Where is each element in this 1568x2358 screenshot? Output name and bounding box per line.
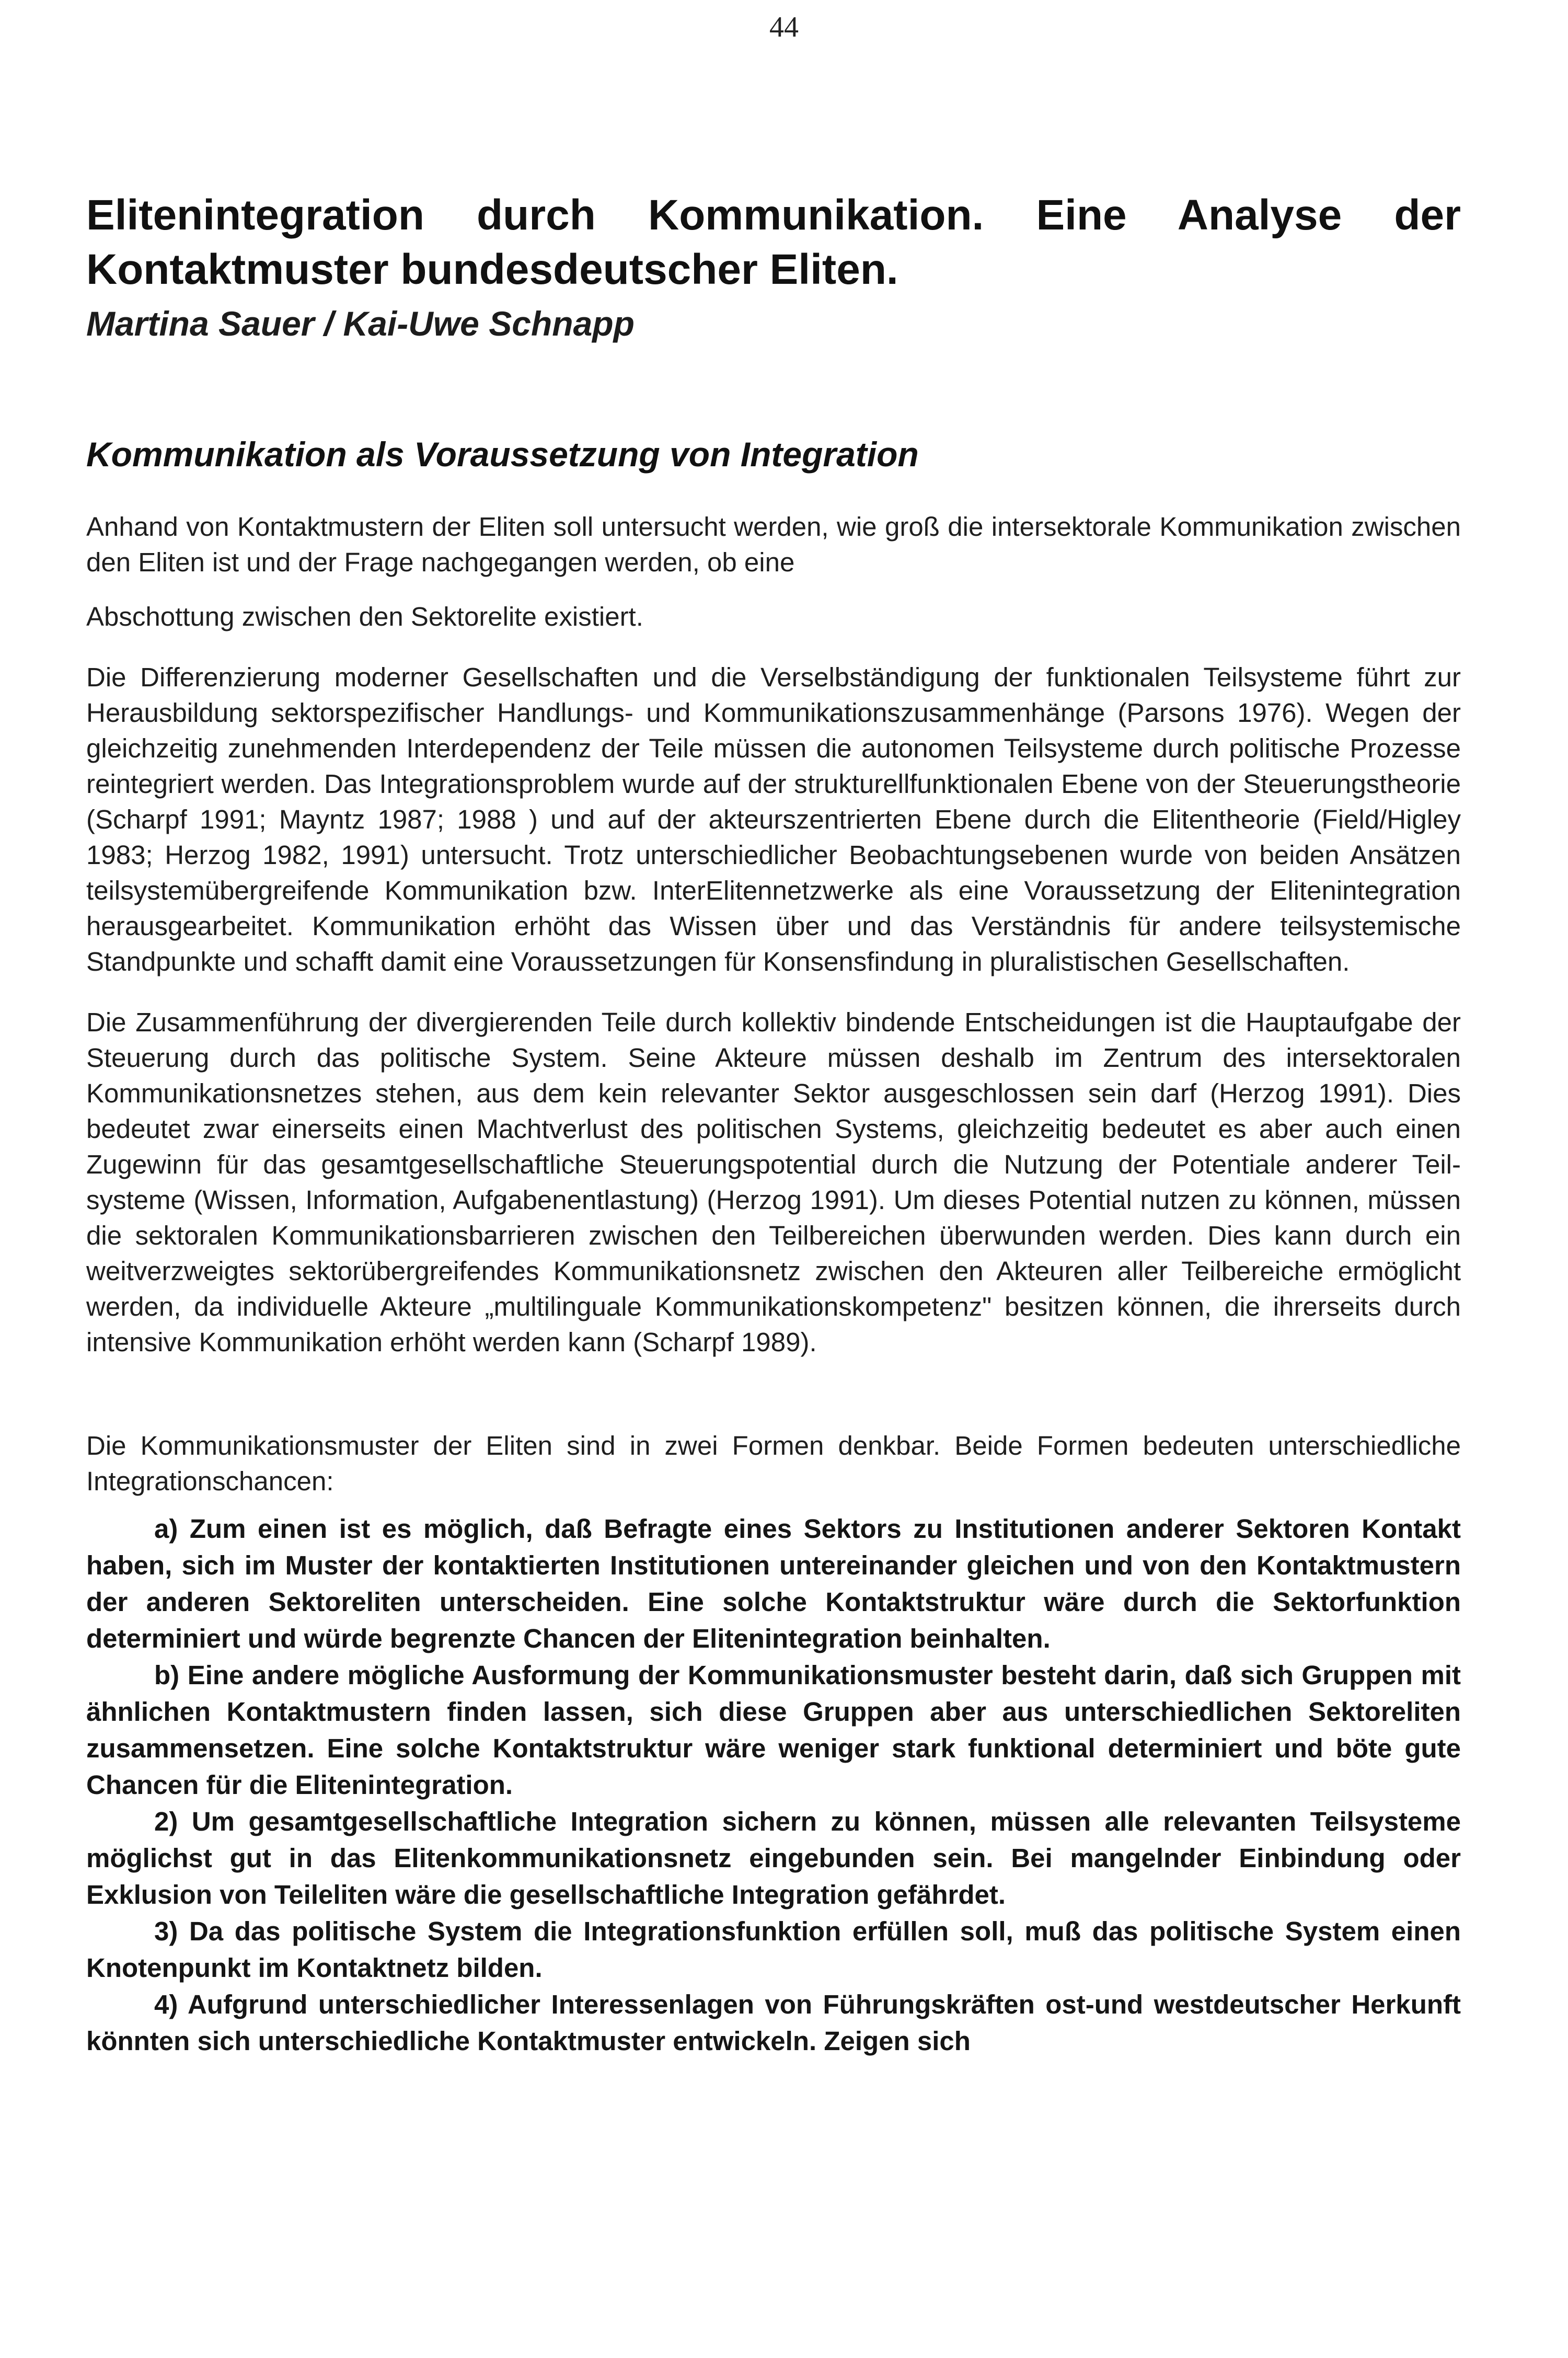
hypothesis-b [86, 1657, 1461, 1803]
paragraph-differenzierung: Die Differenzierung moderner Gesellschaften und die Verselbständigung der funktionalen Teilsysteme führt zur Herausbildung sektorspezifischer Handlungs- und Kommunikationszusammenhänge (Parsons 1976). Wegen der gleichzeitig zunehmenden Interdependenz der Teile müssen die autonomen Teilsysteme durch politische Prozesse reintegriert werden. Das Integrationsproblem wurde auf der strukturellfunktionalen Ebene von der Steuerungstheorie (Scharpf 1991; Mayntz 1987; 1988 ) und auf der akteurszentrierten Ebene durch die Elitentheorie (Field/Higley 1983; Herzog 1982, 1991) untersucht. Trotz unterschiedlicher Beobachtungsebenen wurde von beiden Ansätzen teilsystemübergreifende Kommunikation bzw. InterElitennetzwerke als eine Voraussetzung der Elitenintegration herausgearbeitet. Kommunikation erhöht das Wissen über und das Verständnis für andere teilsystemische Standpunkte und schafft damit eine Voraussetzungen für Konsensfindung in pluralistischen Gesellschaften. [86, 662, 1461, 976]
hypothesis-3-text: 3) Da das politische System die Integrationsfunktion erfüllen soll, muß das politische System einen Knotenpunkt im Kontaktnetz bilden. [86, 1916, 1461, 1983]
hypothesis-2 [86, 1803, 1461, 1913]
document-title: Elitenintegration durch Kommunikation. Eine Analyse der Kontaktmuster bundesdeutscher Eliten. [86, 191, 1461, 293]
hypothesis-2-text: 2) Um gesamtgesellschaftliche Integration sichern zu können, müssen alle relevanten Teilsysteme möglichst gut in das Elitenkommunikationsnetz eingebunden sein. Bei mangelnder Einbindung oder Exklusion von Teileliten wäre die gesellschaftliche Integration gefährdet. [86, 1807, 1461, 1910]
paragraph-zusammenfuehrung: Die Zusammenführung der divergierenden Teile durch kollektiv bindende Entscheidungen ist die Hauptaufgabe der Steuerung durch das politische System. Seine Akteure müssen deshalb im Zentrum des intersektoralen Kommunikationsnetzes stehen, aus dem kein relevanter Sektor ausgeschlossen sein darf (Herzog 1991). Dies bedeutet zwar einerseits einen Machtverlust des politischen Systems, gleichzeitig bedeutet es aber auch einen Zugewinn für das gesamtgesellschaftliche Steuerungspotential durch die Nutzung der Potentiale anderer Teil-systeme (Wissen, Information, Aufgabenentlastung) (Herzog 1991). Um dieses Potential nutzen zu können, müssen die sektoralen Kommunikationsbarrieren zwischen den Teilbereichen überwunden werden. Dies kann durch ein weitverzweigtes sektorübergreifendes Kommunikationsnetz zwischen den Akteuren aller Teilbereiche ermöglicht werden, da individuelle Akteure „multilinguale Kommunikationskompetenz" besitzen können, die ihrerseits durch intensive Kommunikation erhöht werden kann (Scharpf 1989). [86, 1007, 1461, 1357]
hypothesis-3 [86, 1913, 1461, 1986]
hypothesis-4-text: 4) Aufgrund unterschiedlicher Interessenlagen von Führungskräften ost-und westdeutscher Herkunft könnten sich unterschiedliche Kontaktmuster entwickeln. Zeigen sich [86, 1989, 1461, 2056]
hypothesis-a [86, 1511, 1461, 1657]
hypothesis-a-text: a) Zum einen ist es möglich, daß Befragte eines Sektors zu Institutionen anderer Sektoren Kontakt haben, sich im Muster der kontaktierten Institutionen untereinander gleichen und von den Kontaktmustern der anderen Sektoreliten unterscheiden. Eine solche Kontaktstruktur wäre durch die Sektorfunktion determiniert und würde begrenzte Chancen der Elitenintegration beinhalten. [86, 1514, 1461, 1653]
paragraph-intro: Anhand von Kontaktmustern der Eliten soll untersucht werden, wie groß die intersektorale Kommunikation zwischen den Eliten ist und der Frage nachgegangen werden, ob eine [86, 512, 1461, 577]
page-number: 44 [769, 11, 799, 43]
page-content [86, 188, 1461, 2060]
hypothesis-4 [86, 1986, 1461, 2060]
paragraph-intro-tail: Abschottung zwischen den Sektorelite existiert. [86, 602, 643, 631]
authors: Martina Sauer / Kai-Uwe Schnapp [86, 304, 635, 343]
paragraph-kommunikationsmuster: Die Kommunikationsmuster der Eliten sind in zwei Formen denkbar. Beide Formen bedeuten unterschiedliche Integrationschancen: [86, 1431, 1461, 1496]
section-heading: Kommunikation als Voraussetzung von Integration [86, 435, 919, 474]
hypothesis-b-text: b) Eine andere mögliche Ausformung der Kommunikationsmuster besteht darin, daß sich Gruppen mit ähnlichen Kontaktmustern finden lassen, sich diese Gruppen aber aus unterschiedlichen Sektoreliten zusammensetzen. Eine solche Kontaktstruktur wäre weniger stark funktional determiniert und böte gute Chancen für die Elitenintegration. [86, 1660, 1461, 1800]
